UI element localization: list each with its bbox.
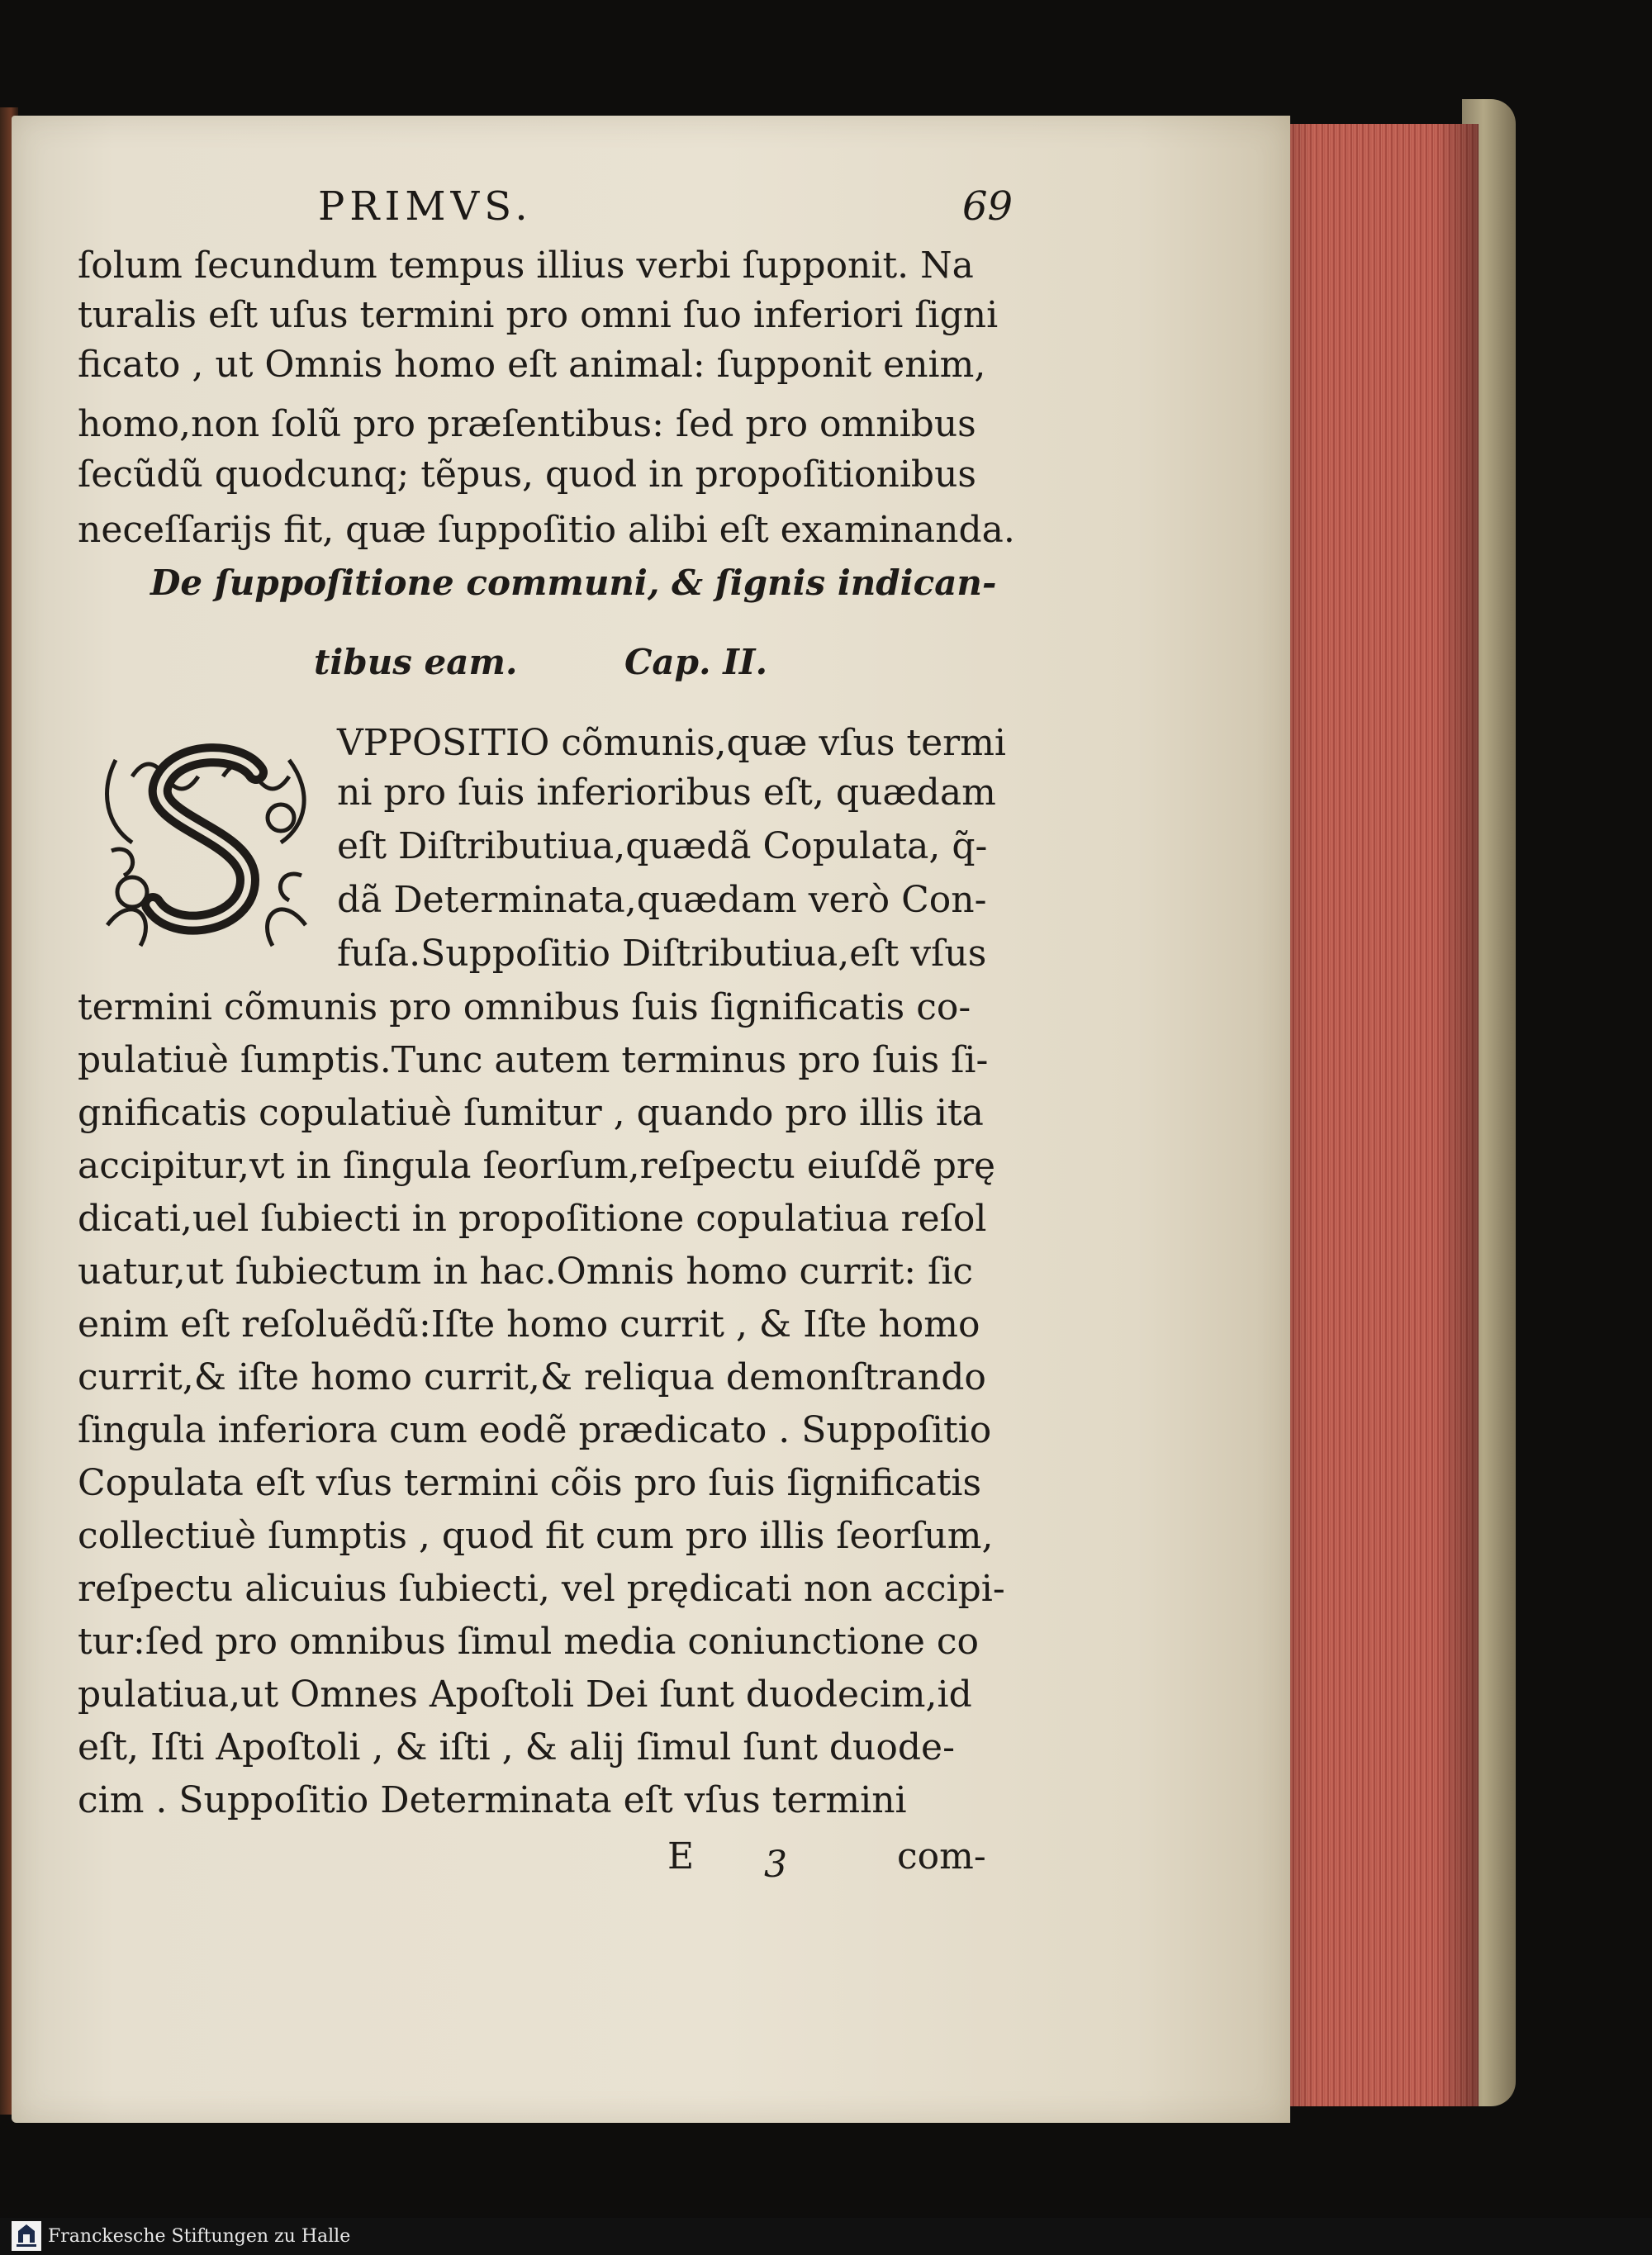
- text-line: VPPOSITIO cõmunis,quæ vſus termi: [337, 722, 1006, 764]
- catchword: com-: [897, 1835, 986, 1878]
- woodcut-initial-s-icon: [83, 727, 330, 966]
- text-line: ficato , ut Omnis homo eſt animal: ſupponit enim,: [78, 344, 986, 386]
- text-line: dicati,uel ſubiecti in propoſitione copulatiua reſol: [78, 1198, 987, 1240]
- text-line: ſolum ſecundum tempus illius verbi ſupponit. Na: [78, 244, 974, 287]
- text-line: cim . Suppoſitio Determinata eſt vſus termini: [78, 1779, 907, 1821]
- text-line: pulatiua,ut Omnes Apoſtoli Dei ſunt duodecim,id: [78, 1673, 972, 1716]
- text-line: collectiuè ſumptis , quod fit cum pro illis ſeorſum,: [78, 1515, 994, 1557]
- text-line: gnificatis copulatiuè ſumitur , quando pro illis ita: [78, 1092, 984, 1134]
- text-line: Copulata eſt vſus termini cõis pro ſuis ſignificatis: [78, 1462, 982, 1504]
- text-line: uatur,ut ſubiectum in hac.Omnis homo currit: ſic: [78, 1251, 974, 1293]
- institution-name: Franckesche Stiftungen zu Halle: [48, 2226, 351, 2247]
- footer-bar: [0, 2218, 1652, 2255]
- text-line: pulatiuè ſumptis.Tunc autem terminus pro ſuis ſi-: [78, 1039, 989, 1081]
- page-number: 69: [962, 183, 1014, 230]
- page-edges-shade: [1272, 124, 1479, 2106]
- text-line: tur:ſed pro omnibus ſimul media coniunctione co: [78, 1621, 980, 1663]
- text-line: dã Determinata,quædam verò Con-: [337, 879, 987, 921]
- text-line: ni pro ſuis inferioribus eſt, quædam: [337, 771, 996, 814]
- text-line: homo,non ſolũ pro præſentibus: ſed pro omnibus: [78, 403, 976, 445]
- text-line: fuſa.Suppoſitio Diſtributiua,eſt vſus: [337, 933, 987, 975]
- text-line: eſt, Iſti Apoſtoli , & iſti , & alij ſimul ſunt duode-: [78, 1726, 955, 1768]
- signature-number: 3: [764, 1844, 787, 1886]
- text-line: enim eſt reſoluẽdũ:Iſte homo currit , & Iſte homo: [78, 1303, 980, 1346]
- running-head: PRIMVS.: [318, 183, 533, 230]
- page-header: [318, 183, 1014, 233]
- signature-mark: E: [667, 1835, 695, 1878]
- text-line: accipitur,vt in ſingula ſeorſum,reſpectu eiuſdẽ prę: [78, 1145, 995, 1187]
- text-line: reſpectu alicuius ſubiecti, vel prędicati non accipi-: [78, 1568, 1005, 1610]
- text-line: eſt Diſtributiua,quædã Copulata, q̃-: [337, 825, 988, 867]
- chapter-heading-line-2a: tibus eam.: [314, 642, 518, 682]
- text-line: turalis eſt uſus termini pro omni ſuo inferiori ſigni: [78, 294, 999, 336]
- text-line: neceſſarijs fit, quæ ſuppoſitio alibi eſt examinanda.: [78, 509, 1015, 551]
- institution-logo-icon: [12, 2221, 41, 2251]
- text-line: ſecũdũ quodcunq; tẽpus, quod in propoſitionibus: [78, 453, 977, 496]
- text-line: termini cõmunis pro omnibus ſuis ſignificatis co-: [78, 986, 971, 1028]
- chapter-heading-line-2b: Cap. II.: [624, 642, 768, 682]
- text-line: ſingula inferiora cum eodẽ prædicato . Suppoſitio: [78, 1409, 992, 1451]
- chapter-heading-line-1: De ſuppoſitione communi, & ſignis indican-: [150, 563, 997, 603]
- text-line: currit,& iſte homo currit,& reliqua demonſtrando: [78, 1356, 986, 1398]
